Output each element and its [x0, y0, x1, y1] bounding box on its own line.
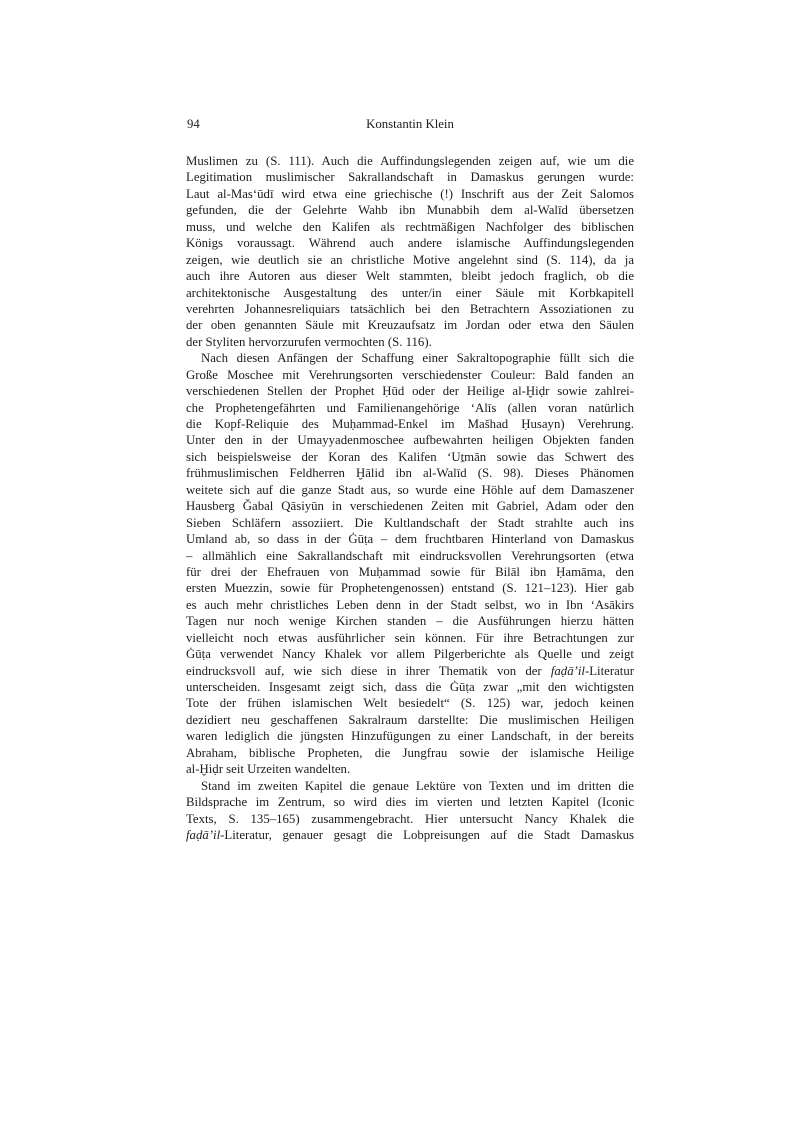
text-line: frühmuslimischen Feldherren Ḫālid ibn al-Walīd (S. 98). Dieses Phänomen: [186, 466, 634, 481]
body-text: [186, 153, 634, 843]
italic-term: faḍā’il: [550, 663, 585, 678]
text-line: Nach diesen Anfängen der Schaffung einer Sakraltopographie füllt sich die: [201, 351, 634, 366]
text-line: die Kopf-Reliquie des Muḥammad-Enkel im Mašhad Ḥusayn) Verehrung.: [186, 417, 634, 431]
text-line: zeigen, wie deutlich sie an christliche Motive angelehnt sind (S. 114), da ja: [186, 252, 634, 267]
text-segment: -Literatur: [584, 663, 634, 678]
text-line: Muslimen zu (S. 111). Auch die Auffindungslegenden zeigen auf, wie um die: [186, 154, 634, 168]
text-line: gefunden, die der Gelehrte Wahb ibn Munabbih dem al-Walīd übersetzen: [186, 203, 634, 218]
text-line: al-Ḫiḍr seit Urzeiten wandelten.: [186, 762, 351, 777]
text-line: [186, 827, 634, 843]
text-line: verehrten Johannesreliquiars tatsächlich bei den Betrachtern Assoziationen zu: [186, 301, 634, 316]
paragraph-2: [186, 350, 634, 777]
text-line: für drei der Ehefrauen von Muḥammad sowie für Bilāl ibn Ḥamāma, den: [186, 564, 634, 579]
paragraph-1: [186, 153, 634, 350]
text-line: Sieben Schläfern assoziiert. Die Kultlandschaft der Stadt strahlte auch ins: [186, 515, 634, 530]
text-line: verschiedenen Stellen der Prophet Ḥūd oder der Heilige al-Ḫiḍr sowie zahlrei-: [186, 384, 634, 399]
text-line: Laut al-Mas‘ūdī wird etwa eine griechische (!) Inschrift aus der Zeit Salomos: [186, 186, 634, 201]
text-segment: eindrucksvoll auf, wie sich diese in ihrer Thematik von der: [186, 663, 551, 678]
running-title: Konstantin Klein: [366, 117, 454, 131]
text-line: es auch mehr christliches Leben denn in der Stadt selbst, wo in Ibn ‘Asākirs: [186, 597, 634, 612]
text-line: auch ihre Autoren aus dieser Welt stammten, bleibt jedoch fraglich, ob die: [186, 269, 634, 284]
paragraph-3: [186, 778, 634, 844]
text-line: Tote der frühen islamischen Welt besiedelt“ (S. 125) war, jedoch keinen: [186, 696, 634, 711]
page-header: [186, 116, 634, 133]
text-line: ersten Muezzin, sowie für Prophetengenossen) entstand (S. 121–123). Hier gab: [186, 581, 634, 596]
text-line: Ġūṭa verwendet Nancy Khalek vor allem Pilgerberichte als Quelle und zeigt: [186, 647, 634, 662]
text-line: Stand im zweiten Kapitel die genaue Lektüre von Texten und im dritten die: [201, 778, 634, 793]
text-line: vielleicht noch etwas ausführlicher sein können. Für ihre Betrachtungen zur: [186, 630, 634, 645]
text-line: dezidiert neu geschaffenen Sakralraum darstellte: Die muslimischen Heiligen: [186, 712, 634, 727]
text-line: Texts, S. 135–165) zusammengebracht. Hier untersucht Nancy Khalek die: [186, 811, 634, 826]
text-line: Königs voraussagt. Während auch andere islamische Auffindungslegenden: [186, 236, 634, 251]
page-number: 94: [187, 117, 200, 131]
text-line: Unter den in der Umayyadenmoschee aufbewahrten heiligen Objekten fanden: [186, 433, 634, 448]
italic-term: faḍā’il: [186, 827, 221, 842]
text-line: Abraham, biblische Propheten, die Jungfrau sowie der islamische Heilige: [186, 745, 634, 760]
text-line: sich beispielsweise der Koran des Kalifen ‘Uṯmān sowie das Schwert des: [186, 449, 634, 464]
text-line: architektonische Ausgestaltung des unter/in einer Säule mit Korbkapitell: [186, 285, 634, 300]
text-line: Hausberg Ǧabal Qāsiyūn in verschiedenen Zeiten mit Gabriel, Adam oder den: [186, 499, 634, 514]
text-line: waren lediglich die jüngsten Hinzufügungen zu einer Landschaft, in der bereits: [186, 729, 634, 744]
text-line: [186, 663, 634, 679]
text-line: che Prophetengefährten und Familienangehörige ‘Alīs (allen voran natürlich: [186, 400, 634, 415]
text-line: Große Moschee mit Verehrungsorten verschiedenster Couleur: Bald fanden an: [186, 367, 634, 382]
text-line: weitete sich auf die ganze Stadt aus, so wurde eine Höhle auf dem Damaszener: [186, 482, 634, 497]
text-line: Legitimation muslimischer Sakrallandschaft in Damaskus gerungen wurde:: [186, 170, 634, 185]
text-line: – allmählich eine Sakrallandschaft mit eindrucksvollen Verehrungsorten (etwa: [186, 548, 634, 563]
text-line: muss, und welche den Kalifen als rechtmäßigen Nachfolger des biblischen: [186, 219, 634, 234]
text-segment: -Literatur, genauer gesagt die Lobpreisungen auf die Stadt Damaskus: [220, 827, 634, 842]
text-line: Umland ab, so dass in der Ġūṭa – dem fruchtbaren Hinterland von Damaskus: [186, 532, 634, 547]
text-line: der oben genannten Säule mit Kreuzaufsatz im Jordan oder etwa den Säulen: [186, 318, 634, 333]
text-line: Tagen nur noch wenige Kirchen standen – die Ausführungen hierzu hätten: [186, 614, 634, 629]
text-line: unterscheiden. Insgesamt zeigt sich, dass die Ġūṭa zwar „mit den wichtigsten: [186, 680, 634, 694]
text-line: der Styliten hervorzurufen vermochten (S. 116).: [186, 334, 432, 349]
text-line: Bildsprache im Zentrum, so wird dies im vierten und letzten Kapitel (Iconic: [186, 795, 634, 810]
